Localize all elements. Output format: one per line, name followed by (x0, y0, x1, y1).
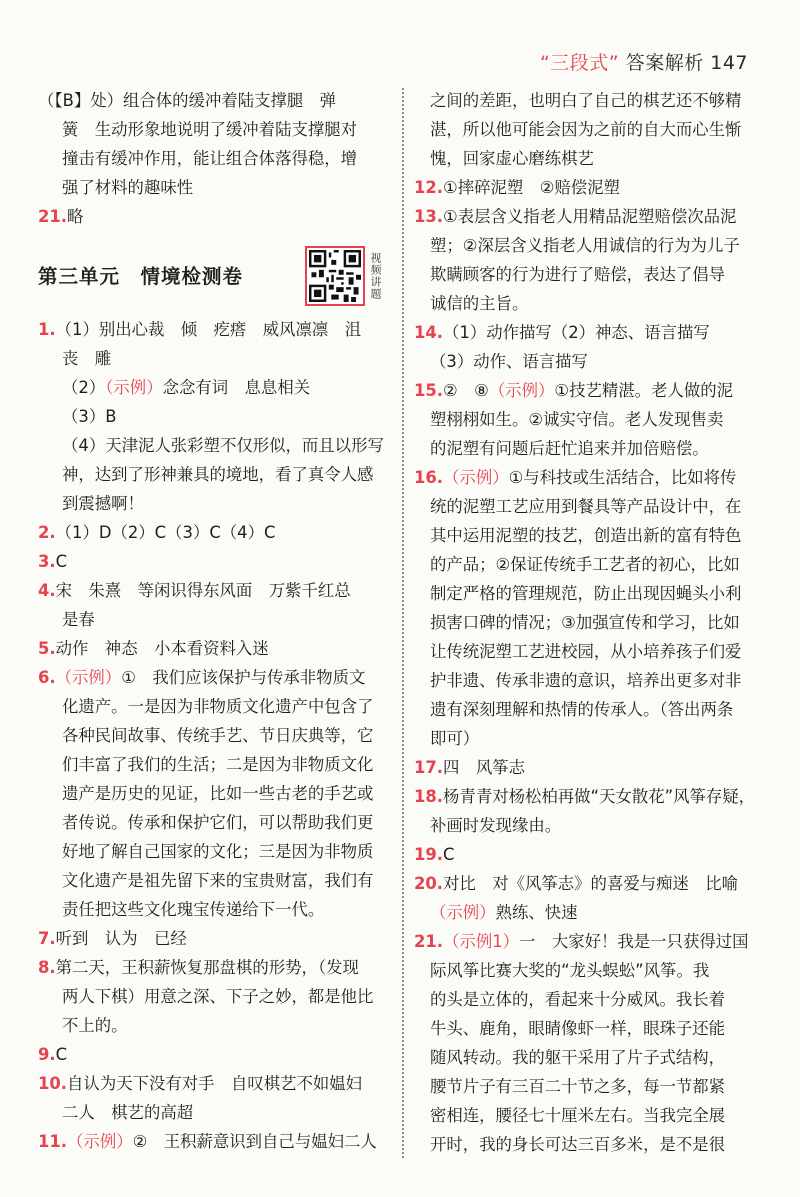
left-top-answers (38, 86, 388, 231)
answer-text: ② 王积薪意识到自己与媪妇二人 (132, 1132, 377, 1151)
answer-line (38, 173, 388, 202)
answer-text: 动作 神态 小本看资料入迷 (55, 639, 269, 658)
answer-line (38, 605, 388, 634)
question-number: 21. (414, 932, 444, 951)
answer-text: 之间的差距，也明白了自己的棋艺还不够精 (430, 91, 742, 110)
answer-text: （1）D（2）C（3）C（4）C (55, 523, 276, 542)
answer-text: 丧 雕 (62, 349, 112, 368)
answer-text: ①技艺精湛。老人做的泥 (554, 381, 733, 400)
answer-text: 欺瞒顾客的行为进行了赔偿，表达了倡导 (430, 265, 726, 284)
answer-text: 略 (67, 207, 84, 226)
answer-line (38, 692, 388, 721)
answer-line (38, 144, 388, 173)
answer-text: 二人 棋艺的高超 (62, 1103, 194, 1122)
answer-line (414, 608, 754, 637)
example-tag: （示例） (67, 1132, 133, 1151)
answer-text: 听到 认为 已经 (55, 929, 187, 948)
answer-line (38, 315, 388, 344)
answer-text: （1）动作描写（2）神态、语言描写 (443, 323, 710, 342)
answer-text: 随风转动。我的躯干采用了片子式结构， (430, 1048, 726, 1067)
answer-text: 损害口碑的情况；③加强宣传和学习，比如 (430, 613, 740, 632)
answer-text: 统的泥塑工艺应用到餐具等产品设计中，在 (430, 497, 742, 516)
answer-line (38, 518, 388, 547)
answer-line (38, 431, 388, 460)
answer-text: 神，达到了形神兼具的境地，看了真令人感 (62, 465, 374, 484)
answer-line (38, 460, 388, 489)
answer-text: 强了材料的趣味性 (62, 178, 194, 197)
question-number: 9. (38, 1045, 56, 1064)
answer-text: 护非遗、传承非遗的意识，培养出更多对非 (430, 671, 742, 690)
answer-line (38, 115, 388, 144)
right-column (414, 86, 754, 1159)
unit-heading (38, 243, 388, 309)
answer-line (38, 866, 388, 895)
answer-text: 两人下棋）用意之深、下子之妙，都是他比 (62, 987, 374, 1006)
answer-text: 熟练、快速 (495, 903, 578, 922)
question-number: 20. (414, 874, 444, 893)
page-header (540, 48, 748, 75)
question-number: 13. (414, 207, 444, 226)
answer-text: 一 大家好！我是一只获得过国 (519, 932, 749, 951)
answer-line (414, 956, 754, 985)
answer-text: 四 风筝志 (443, 758, 525, 777)
question-number: 6. (38, 668, 56, 687)
answer-line (414, 840, 754, 869)
answer-line (414, 869, 754, 898)
qr-block[interactable] (305, 246, 382, 306)
answer-text: 补画时发现缘由。 (430, 816, 562, 835)
answer-line (38, 576, 388, 605)
answer-text: 其中运用泥塑的技艺，创造出新的富有特色 (430, 526, 742, 545)
answer-text: 自认为天下没有对手 自叹棋艺不如媪妇 (67, 1074, 363, 1093)
answer-line (414, 1130, 754, 1159)
answer-text: 是春 (62, 610, 95, 629)
answer-line (38, 982, 388, 1011)
example-tag: （示例） (430, 903, 496, 922)
answer-text: 牛头、鹿角，眼睛像虾一样，眼珠子还能 (430, 1019, 726, 1038)
answer-text: 第二天，王积薪恢复那盘棋的形势，（发现 (55, 958, 359, 977)
question-number: 14. (414, 323, 444, 342)
question-number: 8. (38, 958, 56, 977)
answer-text: ①表层含义指老人用精品泥塑赔偿次品泥 (443, 207, 737, 226)
answer-text: 诚信的主旨。 (430, 294, 529, 313)
answer-text: ① 我们应该保护与传承非物质文 (121, 668, 366, 687)
answer-line (414, 695, 754, 724)
answer-line (38, 837, 388, 866)
answer-text: 遗有深刻理解和热情的传承人。（答出两条 (430, 700, 734, 719)
answer-text: （2） (62, 378, 106, 397)
question-number: 19. (414, 845, 444, 864)
answer-text: （3）B (62, 407, 117, 426)
example-tag: （示例） (443, 468, 509, 487)
question-number: 18. (414, 787, 444, 806)
question-number: 16. (414, 468, 444, 487)
unit-title: 第三单元 情境检测卷 (38, 264, 244, 288)
answer-line (414, 260, 754, 289)
example-tag: （示例） (105, 378, 163, 397)
example-tag: （示例） (55, 668, 122, 687)
answer-text: 者传说。传承和保护它们，可以帮助我们更 (62, 813, 374, 832)
answer-line (38, 402, 388, 431)
answer-text: 腰节片子有三百二十节之多，每一节都紧 (430, 1077, 726, 1096)
answer-line (414, 376, 754, 405)
answer-line (38, 750, 388, 779)
answer-line (414, 1072, 754, 1101)
qr-code-icon[interactable] (305, 246, 365, 306)
answer-line (38, 663, 388, 692)
answer-text: 的产品；②保证传统手工艺者的初心，比如 (430, 555, 740, 574)
answer-text: （【B】处）组合体的缓冲着陆支撑腿 弹 (38, 91, 337, 110)
answer-text: 化遗产。一是因为非物质文化遗产中包含了 (62, 697, 374, 716)
answer-line (38, 344, 388, 373)
left-column (38, 86, 388, 1156)
answer-line (414, 724, 754, 753)
answer-text: ①与科技或生活结合，比如将传 (508, 468, 737, 487)
answer-line (414, 753, 754, 782)
answer-text: 责任把这些文化瑰宝传递给下一代。 (62, 900, 325, 919)
answer-line (38, 924, 388, 953)
answer-line (414, 173, 754, 202)
answer-line (414, 492, 754, 521)
answer-text: 愧，回家虚心磨练棋艺 (430, 149, 594, 168)
example-tag: （示例） (488, 381, 555, 400)
answer-text: （4）天津泥人张彩塑不仅形似，而且以形写 (62, 436, 384, 455)
question-number: 5. (38, 639, 56, 658)
answer-line (414, 231, 754, 260)
answer-text: 遗产是历史的见证，比如一些古老的手艺或 (62, 784, 374, 803)
question-number: 2. (38, 523, 56, 542)
answer-text: 即可） (430, 729, 480, 748)
answer-line (38, 1069, 388, 1098)
answer-line (414, 144, 754, 173)
answer-text: 杨青青对杨松柏再做“天女散花”风筝存疑， (443, 787, 756, 806)
answer-text: 好地了解自己国家的文化；三是因为非物质 (62, 842, 374, 861)
header-brand: “三段式” (539, 52, 620, 74)
answer-text: 的头是立体的，看起来十分威风。我长着 (430, 990, 726, 1009)
answer-line (414, 666, 754, 695)
answer-line (38, 202, 388, 231)
answer-line (414, 202, 754, 231)
answer-line (38, 547, 388, 576)
answer-line (38, 953, 388, 982)
answer-line (414, 637, 754, 666)
answer-text: 的泥塑有问题后赶忙追来并加倍赔偿。 (430, 439, 709, 458)
answer-text: 让传统泥塑工艺进校园，从小培养孩子们爱 (430, 642, 742, 661)
answer-line (38, 1040, 388, 1069)
left-main-answers (38, 315, 388, 1156)
answer-line (38, 634, 388, 663)
answer-line (38, 86, 388, 115)
answer-line (414, 811, 754, 840)
answer-text: C (443, 845, 455, 864)
answer-text: C (55, 1045, 68, 1064)
question-number: 17. (414, 758, 444, 777)
column-divider (402, 88, 404, 1158)
answer-text: 不上的。 (62, 1016, 128, 1035)
answer-text: 各种民间故事、传统手艺、节日庆典等，它 (62, 726, 374, 745)
answer-text: 文化遗产是祖先留下来的宝贵财富，我们有 (62, 871, 374, 890)
answer-text: （3）动作、语言描写 (430, 352, 588, 371)
answer-text: 际风筝比赛大奖的“龙头蜈蚣”风筝。我 (430, 961, 710, 980)
answer-text: 开时，我的身长可达三百多米，是不是很 (430, 1135, 726, 1154)
answer-line (414, 550, 754, 579)
answer-line (38, 779, 388, 808)
answer-text: C (55, 552, 68, 571)
answer-line (414, 463, 754, 492)
answer-line (414, 434, 754, 463)
question-number: 12. (414, 178, 444, 197)
answer-line (38, 373, 388, 402)
answer-line (414, 1043, 754, 1072)
answer-line (414, 579, 754, 608)
answer-text: 簧 生动形象地说明了缓冲着陆支撑腿对 (62, 120, 358, 139)
answer-line (38, 808, 388, 837)
answer-text: ② ⑧ (443, 381, 489, 400)
answer-line (414, 782, 754, 811)
answer-line (38, 721, 388, 750)
question-number: 7. (38, 929, 56, 948)
right-answers (414, 86, 754, 1159)
question-number: 4. (38, 581, 56, 600)
answer-text: 塑栩栩如生。②诚实守信。老人发现售卖 (430, 410, 724, 429)
question-number: 21. (38, 207, 68, 226)
answer-text: 到震撼啊！ (62, 494, 144, 513)
answer-text: 宋 朱熹 等闲识得东风面 万紫千红总 (55, 581, 351, 600)
answer-line (414, 347, 754, 376)
answer-line (414, 115, 754, 144)
answer-line (414, 898, 754, 927)
example-tag: （示例1） (443, 932, 520, 951)
answer-text: 念念有词 息息相关 (162, 378, 311, 397)
answer-line (38, 1127, 388, 1156)
question-number: 1. (38, 320, 56, 339)
question-number: 15. (414, 381, 444, 400)
header-title: 答案解析 147 (625, 52, 748, 74)
answer-line (414, 1101, 754, 1130)
answer-text: 制定严格的管理规范，防止出现因蝇头小利 (430, 584, 742, 603)
answer-text: （1）别出心裁 倾 疙瘩 威风凛凛 沮 (55, 320, 362, 339)
answer-text: 们丰富了我们的生活；二是因为非物质文化 (62, 755, 374, 774)
answer-line (414, 289, 754, 318)
answer-line (414, 405, 754, 434)
answer-line (38, 895, 388, 924)
answer-text: 对比 对《风筝志》的喜爱与痴迷 比喻 (443, 874, 739, 893)
answer-line (414, 927, 754, 956)
question-number: 10. (38, 1074, 68, 1093)
answer-text: 撞击有缓冲作用，能让组合体落得稳，增 (62, 149, 358, 168)
qr-label: 视频讲题 (369, 252, 382, 300)
answer-line (414, 985, 754, 1014)
answer-line (414, 521, 754, 550)
answer-text: 湛，所以他可能会因为之前的自大而心生惭 (430, 120, 742, 139)
answer-line (414, 86, 754, 115)
answer-line (38, 489, 388, 518)
question-number: 11. (38, 1132, 68, 1151)
answer-line (38, 1098, 388, 1127)
answer-text: 密相连，腰径七十厘米左右。当我完全展 (430, 1106, 726, 1125)
answer-text: ①摔碎泥塑 ②赔偿泥塑 (443, 178, 620, 197)
answer-line (414, 318, 754, 347)
answer-text: 塑；②深层含义指老人用诚信的行为为儿子 (430, 236, 740, 255)
answer-line (414, 1014, 754, 1043)
answer-line (38, 1011, 388, 1040)
question-number: 3. (38, 552, 56, 571)
